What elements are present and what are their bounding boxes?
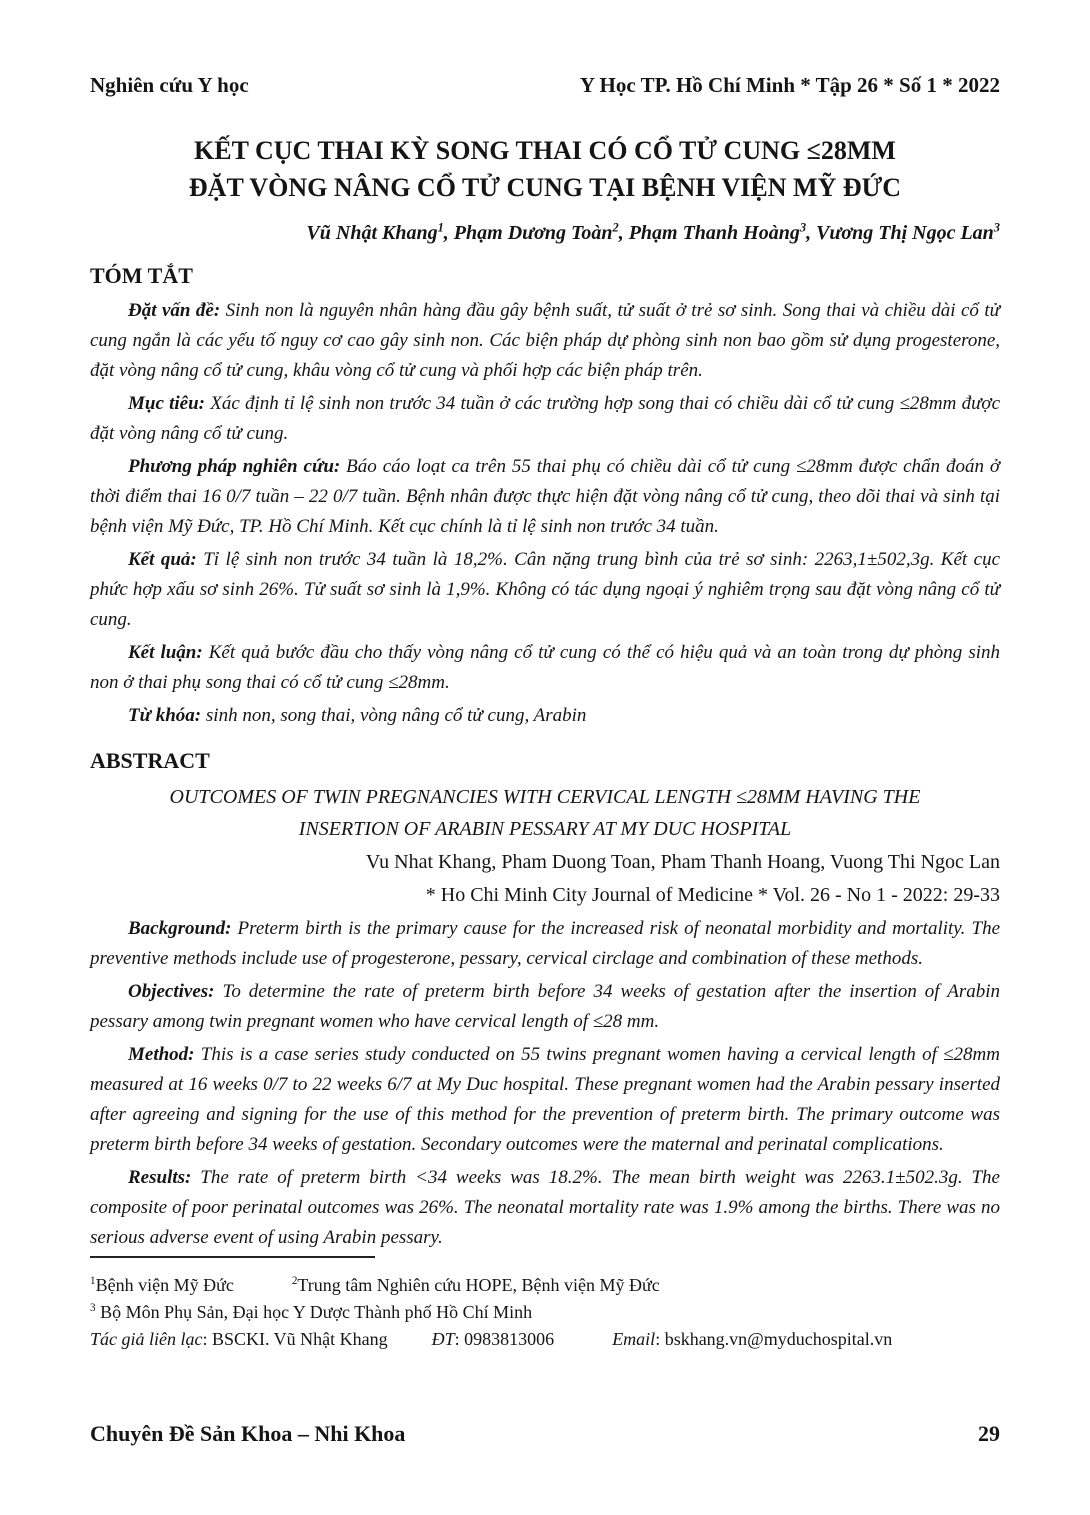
para-text: To determine the rate of preterm birth before 34 weeks of gestation after the insertion of Arabin pessary among twin pregnant women who have cervical length of ≤28 mm.	[90, 981, 1000, 1032]
author-affiliation-sup: 3	[799, 220, 807, 235]
para-label: Kết luận:	[128, 642, 203, 663]
email-label: Email	[612, 1329, 656, 1349]
para-label: Objectives:	[128, 981, 215, 1002]
author-name: , Phạm Dương Toàn	[443, 222, 613, 244]
para-label: Results:	[128, 1167, 192, 1188]
para-label: Background:	[128, 918, 232, 939]
abstract-title-line-2: INSERTION OF ARABIN PESSARY AT MY DUC HOSPITAL	[298, 818, 792, 840]
phone-value: : 0983813006	[454, 1329, 555, 1349]
para-label: Kết quả:	[128, 549, 197, 570]
footnote-affiliations-2	[90, 1299, 1000, 1326]
author-name: , Vương Thị Ngọc Lan	[806, 222, 994, 244]
para-text: Preterm birth is the primary cause for the increased risk of neonatal morbidity and mortality. The preventive methods include use of progesterone, pessary, cervical circlage and combination of these methods.	[90, 918, 1000, 969]
footnote-affiliations-1	[90, 1272, 1000, 1299]
page-number: 29	[978, 1421, 1000, 1446]
para-method	[90, 1040, 1000, 1160]
footnote-contact	[90, 1326, 1000, 1353]
abstract-title-line-1: OUTCOMES OF TWIN PREGNANCIES WITH CERVICAL LENGTH ≤28MM HAVING THE	[169, 786, 921, 808]
section-heading-abstract: ABSTRACT	[90, 748, 210, 773]
journal-reference: * Ho Chi Minh City Journal of Medicine * Vol. 26 - No 1 - 2022: 29-33	[425, 884, 1000, 906]
running-head	[90, 72, 1000, 98]
article-title-line-2: ĐẶT VÒNG NÂNG CỔ TỬ CUNG TẠI BỆNH VIỆN MỸ ĐỨC	[188, 173, 902, 202]
section-heading-tom-tat: TÓM TẮT	[90, 263, 193, 288]
keywords-line	[90, 701, 1000, 731]
para-text: The rate of preterm birth <34 weeks was 18.2%. The mean birth weight was 2263.1±502.3g. The composite of poor perinatal outcomes was 26%. The neonatal mortality rate was 1.9% among the births. There was no serious adverse event of using Arabin pessary.	[90, 1167, 1000, 1248]
footnotes-block	[90, 1256, 1000, 1353]
para-label: Phương pháp nghiên cứu:	[128, 456, 341, 477]
para-results	[90, 1163, 1000, 1253]
phone-label: ĐT	[431, 1329, 455, 1349]
para-text: Sinh non là nguyên nhân hàng đầu gây bệnh suất, tử suất ở trẻ sơ sinh. Song thai và chiều dài cổ tử cung ngắn là các yếu tố nguy cơ cao gây sinh non. Các biện pháp dự phòng sinh non bao gồm sử dụng progesterone, đặt vòng nâng cổ tử cung, khâu vòng cổ tử cung và phối hợp các biện pháp trên.	[90, 300, 1000, 381]
affiliation-sup: 2	[291, 1275, 298, 1287]
contact-value: : BSCKI. Vũ Nhật Khang	[202, 1329, 388, 1349]
running-head-right: Y Học TP. Hồ Chí Minh * Tập 26 * Số 1 * 2022	[579, 73, 1000, 97]
affiliation-text: Trung tâm Nghiên cứu HOPE, Bệnh viện Mỹ Đức	[297, 1275, 660, 1295]
para-muc-tieu	[90, 389, 1000, 449]
affiliation-text: Bộ Môn Phụ Sản, Đại học Y Dược Thành phố Hồ Chí Minh	[95, 1302, 533, 1322]
page-footer	[90, 1420, 1000, 1448]
abstract-english-title	[90, 781, 1000, 845]
author-affiliation-sup: 3	[993, 220, 1000, 235]
affiliation-text: Bệnh viện Mỹ Đức	[95, 1275, 234, 1295]
keywords-label: Từ khóa:	[128, 705, 202, 726]
author-affiliation-sup: 1	[437, 220, 444, 235]
para-objectives	[90, 977, 1000, 1037]
para-text: Tỉ lệ sinh non trước 34 tuần là 18,2%. Cân nặng trung bình của trẻ sơ sinh: 2263,1±502,3g. Kết cục phức hợp xấu sơ sinh 26%. Tử suất sơ sinh là 1,9%. Không có tác dụng ngoại ý nghiêm trọng sau đặt vòng nâng cổ tử cung.	[90, 549, 1001, 630]
para-label: Mục tiêu:	[128, 393, 206, 414]
affiliation-sup: 1	[90, 1275, 96, 1287]
author-affiliation-sup: 2	[612, 220, 619, 235]
para-label: Đặt vấn đề:	[128, 300, 221, 321]
footnote-separator	[90, 1256, 375, 1258]
affiliation-sup: 3	[90, 1302, 96, 1314]
para-ket-luan	[90, 638, 1000, 698]
para-label: Method:	[128, 1044, 195, 1065]
authors-vietnamese	[90, 220, 1000, 246]
para-background	[90, 914, 1000, 974]
keywords-text: sinh non, song thai, vòng nâng cổ tử cung, Arabin	[205, 705, 587, 726]
para-text: This is a case series study conducted on 55 twins pregnant women having a cervical length of ≤28mm measured at 16 weeks 0/7 to 22 weeks 6/7 at My Duc hospital. These pregnant women had the Arabin pessary inserted after agreeing and signing for the use of this method for the prevention of preterm birth. The primary outcome was preterm birth before 34 weeks of gestation. Secondary outcomes were the maternal and perinatal complications.	[90, 1044, 1001, 1155]
para-ket-qua	[90, 545, 1000, 635]
para-dat-van-de	[90, 296, 1000, 386]
author-name: , Phạm Thanh Hoàng	[618, 222, 800, 244]
article-title	[90, 132, 1000, 206]
article-title-line-1: KẾT CỤC THAI KỲ SONG THAI CÓ CỔ TỬ CUNG ≤28MM	[194, 136, 896, 165]
running-head-left: Nghiên cứu Y học	[90, 73, 249, 97]
author-name: Vũ Nhật Khang	[306, 222, 438, 244]
para-text: Xác định tỉ lệ sinh non trước 34 tuần ở các trường hợp song thai có chiều dài cổ tử cung ≤28mm được đặt vòng nâng cổ tử cung.	[90, 393, 1000, 444]
contact-label: Tác giả liên lạc	[90, 1329, 203, 1349]
authors-english: Vu Nhat Khang, Pham Duong Toan, Pham Thanh Hoang, Vuong Thi Ngoc Lan	[365, 851, 1000, 873]
para-text: Báo cáo loạt ca trên 55 thai phụ có chiều dài cổ tử cung ≤28mm được chẩn đoán ở thời điểm thai 16 0/7 tuần – 22 0/7 tuần. Bệnh nhân được thực hiện đặt vòng nâng cổ tử cung, theo dõi thai và sinh tại bệnh viện Mỹ Đức, TP. Hồ Chí Minh. Kết cục chính là tỉ lệ sinh non trước 34 tuần.	[90, 456, 1001, 537]
para-phuong-phap	[90, 452, 1000, 542]
email-value: : bskhang.vn@myduchospital.vn	[655, 1329, 893, 1349]
footer-section-title: Chuyên Đề Sản Khoa – Nhi Khoa	[90, 1421, 406, 1446]
para-text: Kết quả bước đầu cho thấy vòng nâng cổ tử cung có thể có hiệu quả và an toàn trong dự phòng sinh non ở thai phụ song thai có cổ tử cung ≤28mm.	[90, 642, 1000, 693]
